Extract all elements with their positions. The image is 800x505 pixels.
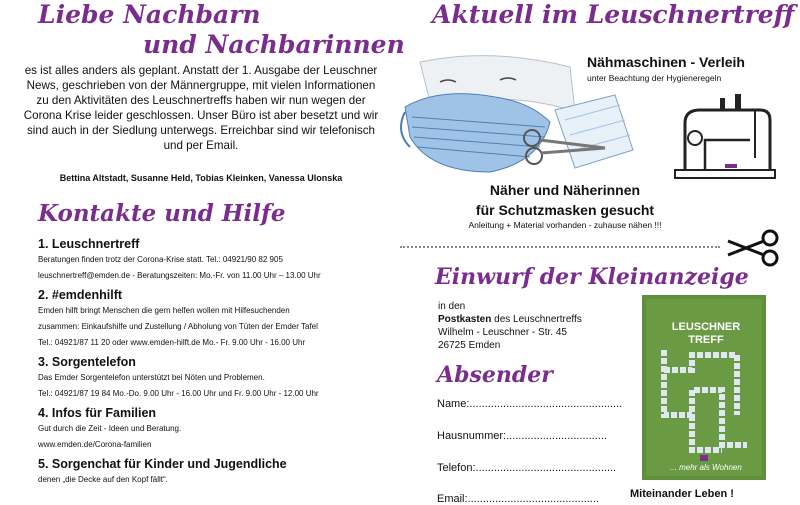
contact-line: Tel.: 04921/87 19 84 Mo.-Do. 9.00 Uhr - 16.00 Uhr und Fr. 9.00 Uhr - 12.00 Uhr <box>38 389 319 398</box>
contact-line: Emden hilft bringt Menschen die gern helfen wollen mit Hilfesuchenden <box>38 306 290 315</box>
leuschnertreff-logo <box>642 295 766 480</box>
contact-line: Gut durch die Zeit - Ideen und Beratung. <box>38 424 182 433</box>
slogan: Miteinander Leben ! <box>630 488 734 500</box>
scissors-illustration <box>520 118 610 168</box>
contact-familien <box>38 405 390 453</box>
mailbox-line3: Wilhelm - Leuschner - Str. 45 <box>438 327 567 338</box>
contact-line: Tel.: 04921/87 11 20 oder www.emden-hilft.de Mo.- Fr. 9.00 Uhr - 16.00 Uhr <box>38 338 306 347</box>
scissors-cut-icon <box>725 228 780 268</box>
logo-text-line1: LEUSCHNER <box>671 321 741 333</box>
sewing-rental-subtitle: unter Beachtung der Hygieneregeln <box>587 73 722 83</box>
phone-field[interactable]: Telefon:.............................................. <box>437 462 617 474</box>
mailbox-line2 <box>438 313 638 326</box>
contact-line: zusammen: Einkaufshilfe und Zustellung / Abholung von Tüten der Emder Tafel <box>38 322 318 331</box>
news-heading: Aktuell im Leuschnertreff <box>432 0 795 29</box>
mailbox-line1: in den <box>438 301 466 312</box>
contact-line: denen „die Decke auf den Kopf fällt“. <box>38 475 168 484</box>
contact-title: 4. Infos für Familien <box>38 406 157 420</box>
contacts-heading: Kontakte und Hilfe <box>38 200 286 227</box>
sender-heading: Absender <box>437 362 553 388</box>
mailbox-line2-rest: des Leuschnertreffs <box>491 314 582 325</box>
contact-leuschnertreff <box>38 236 390 284</box>
sewing-rental-title: Nähmaschinen - Verleih <box>587 54 745 70</box>
tailors-wanted-line2: für Schutzmasken gesucht <box>475 202 655 218</box>
house-number-field[interactable]: Hausnummer:................................. <box>437 430 607 442</box>
tailors-wanted-subtitle: Anleitung + Material vorhanden - zuhause nähen !!! <box>468 220 662 230</box>
cut-line <box>400 246 720 248</box>
mailbox-line2-bold: Postkasten <box>438 314 492 325</box>
contact-emdenhilft <box>38 287 390 351</box>
email-field[interactable]: Email:........................................... <box>437 493 599 505</box>
contact-sorgenchat <box>38 456 390 488</box>
contact-line: Beratungen finden trotz der Corona-Krise statt. Tel.: 04921/90 82 905 <box>38 255 283 264</box>
intro-text: es ist alles anders als geplant. Anstatt der 1. Ausgabe der Leuschner News, geschrieben von der Männergruppe, mit vielen Informationen zu den Aktivitäten des Leuschnertreffs haben wir nun wegen der Corona Krise leider geschlossen. Unser Büro ist aber besetzt und wir sind auch in der Siedlung unterwegs. Erreichbar sind wir telefonisch und per Email. <box>23 64 379 152</box>
sewing-machine-icon <box>665 88 780 183</box>
contact-title: 3. Sorgentelefon <box>38 355 136 369</box>
mailbox-line4: 26725 Emden <box>438 340 501 351</box>
tailors-wanted <box>420 180 710 220</box>
tailors-wanted-line1: Näher und Näherinnen <box>489 182 641 198</box>
signatures: Bettina Altstadt, Susanne Held, Tobias Kleinken, Vanessa Ulonska <box>59 173 343 183</box>
contact-line: leuschnertreff@emden.de - Beratungszeiten: Mo.-Fr. von 11.00 Uhr – 13.00 Uhr <box>38 271 321 280</box>
greeting-heading-line2: und Nachbarinnen <box>143 30 405 59</box>
right-column <box>400 0 800 505</box>
greeting-heading-line1: Liebe Nachbarn <box>38 0 261 29</box>
contacts-list <box>38 236 390 491</box>
contact-line: www.emden.de/Corona-familien <box>38 440 152 449</box>
mailbox-info <box>438 300 638 352</box>
contact-sorgentelefon <box>38 354 390 402</box>
contact-title: 2. #emdenhilft <box>38 288 123 302</box>
contact-line: Das Emder Sorgentelefon unterstützt bei Nöten und Problemen. <box>38 373 265 382</box>
logo-text-line2: TREFF <box>688 334 724 346</box>
contact-title: 5. Sorgenchat für Kinder und Jugendliche <box>38 457 287 471</box>
name-field[interactable]: Name:.................................................. <box>437 398 623 410</box>
ad-heading: Einwurf der Kleinanzeige <box>435 264 749 290</box>
logo-slogan: ... mehr als Wohnen <box>670 463 742 472</box>
contact-title: 1. Leuschnertreff <box>38 237 140 251</box>
